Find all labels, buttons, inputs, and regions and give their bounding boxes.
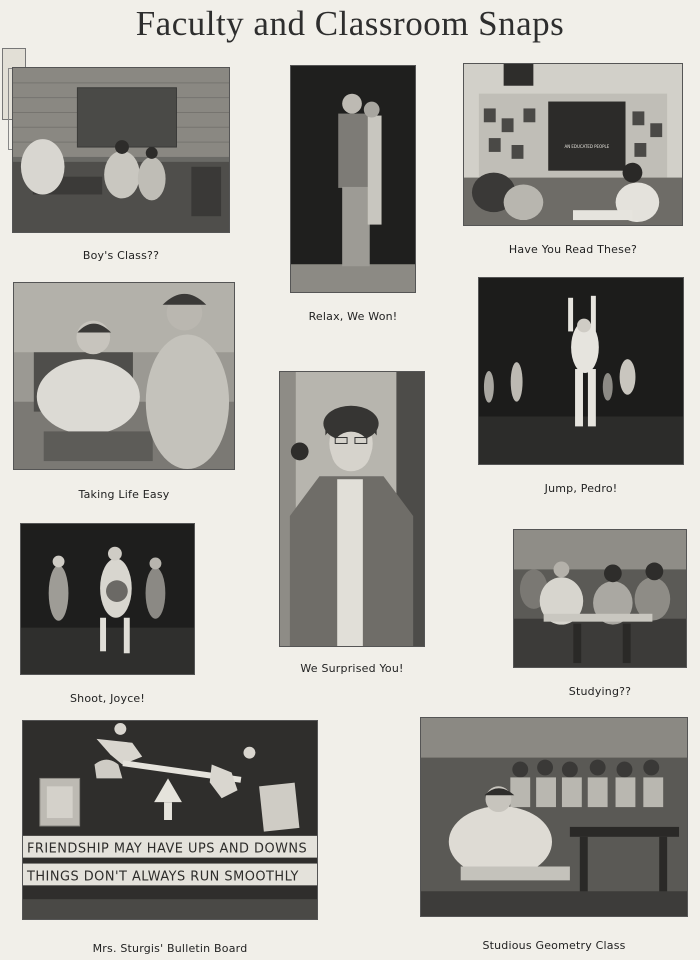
caption-studying: Studying?? bbox=[568, 685, 632, 698]
caption-bulletin-board: Mrs. Sturgis' Bulletin Board bbox=[92, 942, 248, 955]
photo-bulletin-board bbox=[22, 720, 318, 920]
caption-we-surprised-you: We Surprised You! bbox=[300, 662, 404, 675]
caption-have-you-read-these: Have You Read These? bbox=[508, 243, 638, 256]
caption-jump-pedro: Jump, Pedro! bbox=[544, 482, 618, 495]
photo-have-you-read-these bbox=[463, 63, 683, 226]
svg-text:THINGS DON'T ALWAYS RUN SMOOTH: THINGS DON'T ALWAYS RUN SMOOTHLY bbox=[26, 869, 299, 885]
caption-studious-geometry-class: Studious Geometry Class bbox=[482, 939, 626, 952]
photo-we-surprised-you bbox=[279, 371, 425, 647]
svg-text:AN EDUCATED PEOPLE: AN EDUCATED PEOPLE bbox=[564, 143, 610, 149]
page-title: Faculty and Classroom Snaps bbox=[135, 4, 565, 43]
photo-relax-we-won bbox=[290, 65, 416, 293]
caption-shoot-joyce: Shoot, Joyce! bbox=[69, 692, 146, 705]
caption-boys-class: Boy's Class?? bbox=[82, 249, 160, 262]
caption-relax-we-won: Relax, We Won! bbox=[308, 310, 398, 323]
photo-taking-life-easy bbox=[13, 282, 235, 470]
photo-shoot-joyce bbox=[20, 523, 195, 675]
photo-studying bbox=[513, 529, 687, 668]
photo-jump-pedro bbox=[478, 277, 684, 465]
svg-text:FRIENDSHIP MAY HAVE UPS AND DO: FRIENDSHIP MAY HAVE UPS AND DOWNS bbox=[26, 841, 308, 857]
photo-studious-geometry-class bbox=[420, 717, 688, 917]
caption-taking-life-easy: Taking Life Easy bbox=[78, 488, 170, 501]
photo-boys-class bbox=[12, 67, 230, 233]
